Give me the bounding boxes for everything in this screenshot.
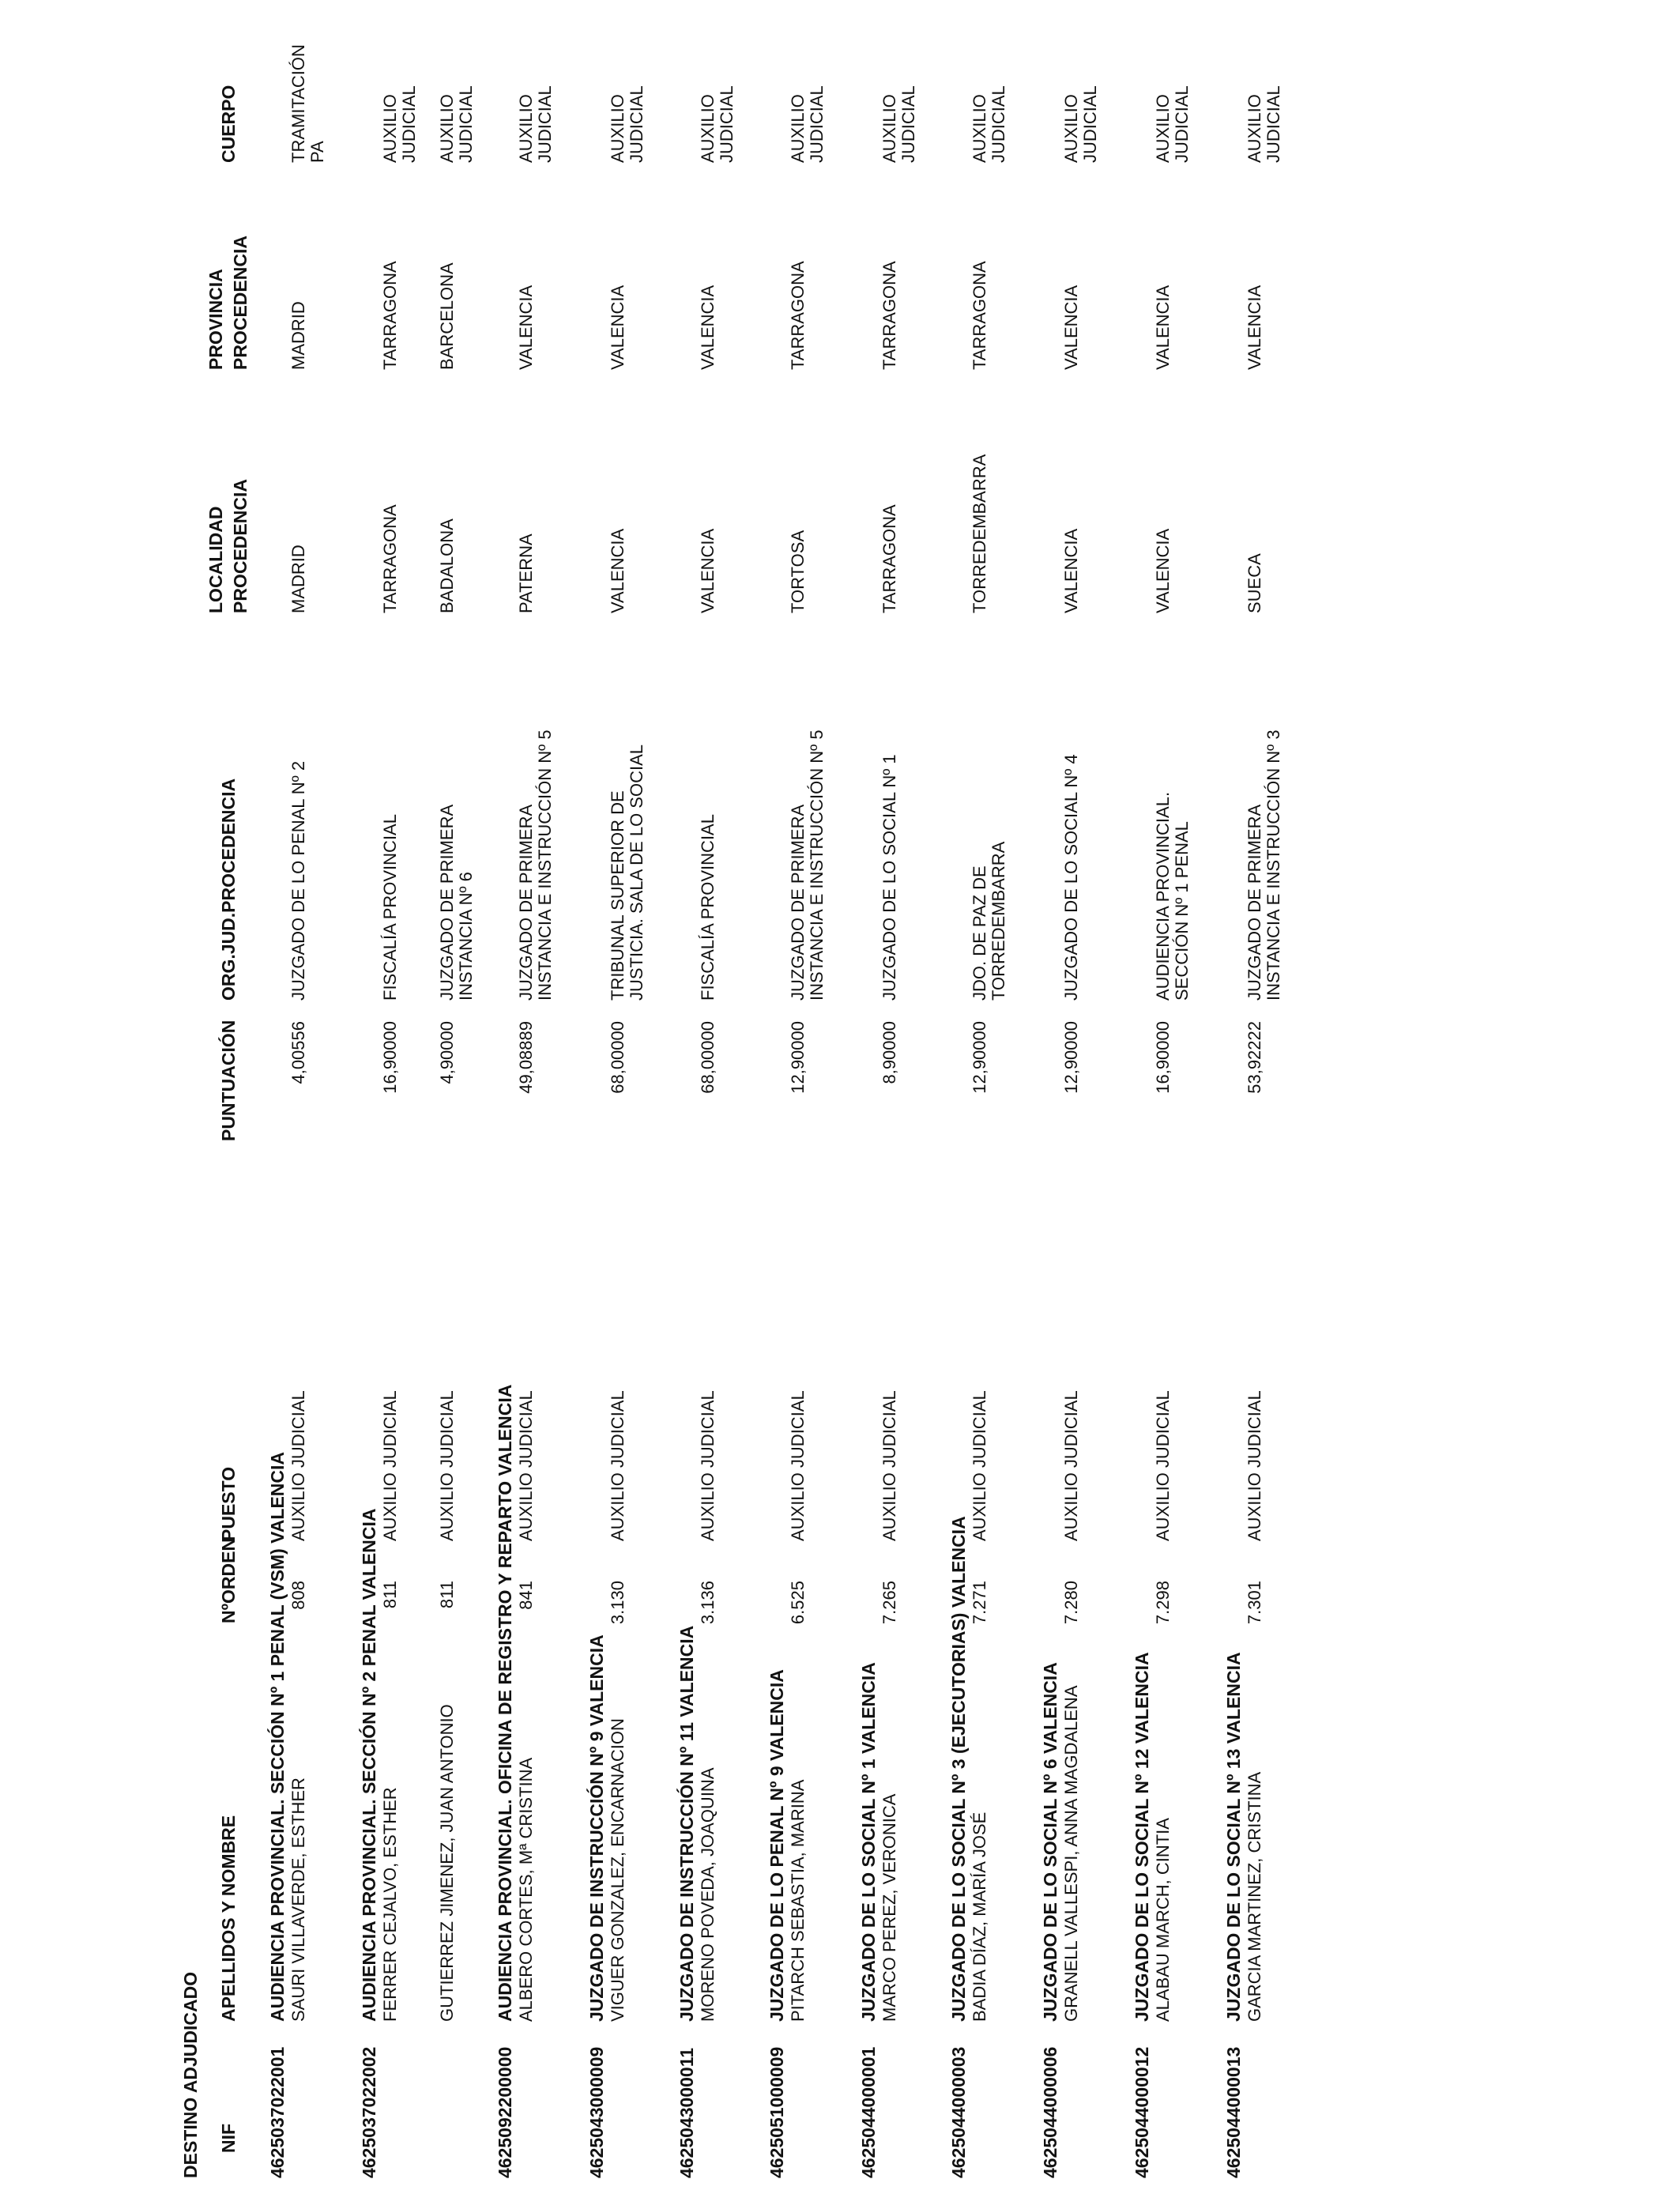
- destination-code: 4625043000011: [676, 2047, 697, 2178]
- cell-provincia: VALENCIA: [1245, 285, 1264, 370]
- cell-cuerpo-line2: JUDICIAL: [456, 85, 476, 163]
- cell-norden: 3.136: [698, 1581, 718, 1625]
- cell-cuerpo-line2: PA: [307, 141, 327, 163]
- cell-nombre: GRANELL VALLESPI, ANNA MAGDALENA: [1061, 1685, 1081, 2022]
- cell-nombre: FERRER CEJALVO, ESTHER: [380, 1787, 400, 2022]
- cell-puesto: AUXILIO JUDICIAL: [880, 1390, 899, 1541]
- cell-localidad: VALENCIA: [1061, 528, 1081, 613]
- cell-org-line2: INSTANCIA Nº 6: [456, 872, 476, 1001]
- cell-localidad: TARRAGONA: [380, 504, 400, 613]
- cell-cuerpo-line1: AUXILIO: [1061, 94, 1081, 163]
- cell-org-line1: TRIBUNAL SUPERIOR DE: [608, 790, 627, 1001]
- destination-organ: AUDIENCIA PROVINCIAL. OFICINA DE REGISTRO Y REPARTO VALENCIA: [495, 1384, 515, 2022]
- cell-localidad: BADALONA: [437, 518, 457, 613]
- cell-puntuacion: 12,90000: [970, 1021, 989, 1094]
- cell-puesto: AUXILIO JUDICIAL: [970, 1390, 989, 1541]
- cell-nombre: BADIA DÍAZ, MARÍA JOSÉ: [970, 1811, 989, 2022]
- cell-norden: 811: [380, 1581, 400, 1609]
- cell-provincia: VALENCIA: [608, 285, 627, 370]
- header-localidad-line2: PROCEDENCIA: [230, 479, 250, 613]
- destination-code: 4625044000013: [1223, 2046, 1244, 2178]
- cell-localidad: TORTOSA: [788, 530, 808, 613]
- cell-cuerpo-line2: JUDICIAL: [399, 85, 419, 163]
- header-provincia-line2: PROCEDENCIA: [230, 236, 250, 370]
- cell-cuerpo-line2: JUDICIAL: [627, 85, 646, 163]
- cell-localidad: VALENCIA: [698, 528, 718, 613]
- cell-puntuacion: 12,90000: [1061, 1021, 1081, 1094]
- destination-code: 4625044000001: [858, 2046, 879, 2178]
- cell-puesto: AUXILIO JUDICIAL: [608, 1390, 627, 1541]
- cell-cuerpo-line2: JUDICIAL: [535, 85, 555, 163]
- cell-puesto: AUXILIO JUDICIAL: [698, 1390, 718, 1541]
- cell-org-line1: JUZGADO DE PRIMERA: [437, 804, 457, 1001]
- cell-puntuacion: 68,00000: [698, 1021, 718, 1094]
- cell-org-line1: JUZGADO DE PRIMERA: [1245, 804, 1264, 1001]
- cell-cuerpo-line2: JUDICIAL: [807, 85, 827, 163]
- cell-norden: 7.265: [880, 1581, 899, 1625]
- cell-provincia: VALENCIA: [1153, 285, 1173, 370]
- destination-code: 4625044000006: [1040, 2046, 1060, 2178]
- cell-nombre: GARCIA MARTINEZ, CRISTINA: [1245, 1771, 1264, 2022]
- cell-provincia: TARRAGONA: [788, 261, 808, 370]
- header-localidad-line1: LOCALIDAD: [205, 506, 226, 613]
- cell-cuerpo-line2: JUDICIAL: [898, 85, 918, 163]
- cell-cuerpo-line1: AUXILIO: [788, 94, 808, 163]
- cell-provincia: VALENCIA: [698, 285, 718, 370]
- cell-localidad: SUECA: [1245, 553, 1264, 613]
- cell-org-line2: INSTANCIA E INSTRUCCIÓN Nº 3: [1264, 729, 1283, 1001]
- cell-org-line1: FISCALÍA PROVINCIAL: [380, 814, 400, 1001]
- cell-provincia: MADRID: [288, 301, 308, 370]
- cell-org-line2: INSTANCIA E INSTRUCCIÓN Nº 5: [807, 729, 827, 1001]
- cell-org-line2: TORREDEMBARRA: [989, 841, 1008, 1001]
- cell-puesto: AUXILIO JUDICIAL: [437, 1390, 457, 1541]
- cell-cuerpo-line1: AUXILIO: [437, 94, 457, 163]
- cell-org-line1: JUZGADO DE LO SOCIAL Nº 4: [1061, 754, 1081, 1001]
- header-cuerpo: CUERPO: [218, 85, 239, 163]
- destination-organ: JUZGADO DE INSTRUCCIÓN Nº 11 VALENCIA: [676, 1625, 697, 2022]
- cell-provincia: VALENCIA: [516, 285, 536, 370]
- cell-cuerpo-line1: AUXILIO: [970, 94, 989, 163]
- cell-norden: 7.298: [1153, 1581, 1173, 1625]
- cell-norden: 6.525: [788, 1581, 808, 1625]
- cell-nombre: VIGUER GONZALEZ, ENCARNACION: [608, 1718, 627, 2022]
- destination-organ: AUDIENCIA PROVINCIAL. SECCIÓN Nº 2 PENAL VALENCIA: [359, 1508, 379, 2022]
- cell-cuerpo-line1: AUXILIO: [1153, 94, 1173, 163]
- destination-code: 462503702200​1: [267, 2046, 288, 2178]
- destination-organ: JUZGADO DE LO SOCIAL Nº 13 VALENCIA: [1223, 1652, 1244, 2022]
- cell-puesto: AUXILIO JUDICIAL: [380, 1390, 400, 1541]
- cell-provincia: TARRAGONA: [970, 261, 989, 370]
- header-puntuacion: PUNTUACIÓN: [218, 1020, 239, 1141]
- cell-puntuacion: 68,00000: [608, 1021, 627, 1094]
- cell-nombre: GUTIERREZ JIMENEZ, JUAN ANTONIO: [437, 1704, 457, 2022]
- cell-norden: 3.130: [608, 1581, 627, 1625]
- cell-puesto: AUXILIO JUDICIAL: [516, 1390, 536, 1541]
- cell-org-line1: FISCALÍA PROVINCIAL: [698, 814, 718, 1001]
- destination-code: 4625044000012: [1132, 2046, 1152, 2178]
- cell-puntuacion: 49,08889: [516, 1021, 536, 1094]
- cell-norden: 808: [288, 1581, 308, 1610]
- cell-provincia: VALENCIA: [1061, 285, 1081, 370]
- cell-nombre: MORENO POVEDA, JOAQUINA: [698, 1767, 718, 2022]
- cell-cuerpo-line1: AUXILIO: [380, 94, 400, 163]
- cell-org-line1: AUDIENCIA PROVINCIAL.: [1153, 791, 1173, 1001]
- cell-cuerpo-line2: JUDICIAL: [1172, 85, 1192, 163]
- cell-org-line2: INSTANCIA E INSTRUCCIÓN Nº 5: [535, 729, 555, 1001]
- cell-org-line1: JDO. DE PAZ DE: [970, 865, 989, 1001]
- cell-nombre: SAURI VILLAVERDE, ESTHER: [288, 1777, 308, 2022]
- destination-code: 4625037022002: [359, 2046, 379, 2178]
- cell-puntuacion: 53,92222: [1245, 1021, 1264, 1094]
- cell-puntuacion: 16,90000: [1153, 1021, 1173, 1094]
- cell-cuerpo-line1: AUXILIO: [516, 94, 536, 163]
- cell-cuerpo-line1: AUXILIO: [880, 94, 899, 163]
- destination-organ: JUZGADO DE LO PENAL Nº 9 VALENCIA: [767, 1669, 787, 2022]
- cell-puntuacion: 12,90000: [788, 1021, 808, 1094]
- cell-provincia: TARRAGONA: [380, 261, 400, 370]
- header-nif: NIF: [218, 2123, 239, 2153]
- cell-nombre: PITARCH SEBASTIA, MARINA: [788, 1779, 808, 2022]
- cell-cuerpo-line1: AUXILIO: [608, 94, 627, 163]
- cell-localidad: MADRID: [288, 545, 308, 613]
- cell-nombre: ALBERO CORTES, Mª CRISTINA: [516, 1757, 536, 2022]
- header-puesto: PUESTO: [218, 1466, 239, 1541]
- cell-cuerpo-line1: AUXILIO: [1245, 94, 1264, 163]
- cell-cuerpo-line2: JUDICIAL: [1264, 85, 1283, 163]
- header-org-procedencia: ORG.JUD.PROCEDENCIA: [218, 778, 239, 1001]
- cell-norden: 811: [437, 1581, 457, 1609]
- destination-organ: JUZGADO DE LO SOCIAL Nº 1 VALENCIA: [858, 1662, 879, 2022]
- cell-org-line1: JUZGADO DE LO PENAL Nº 2: [288, 760, 308, 1001]
- cell-localidad: TORREDEMBARRA: [970, 454, 989, 613]
- caption-destino-adjudicado: DESTINO ADJUDICADO: [180, 1971, 201, 2178]
- cell-provincia: TARRAGONA: [880, 261, 899, 370]
- cell-puesto: AUXILIO JUDICIAL: [1153, 1390, 1173, 1541]
- cell-cuerpo-line2: JUDICIAL: [717, 85, 736, 163]
- cell-org-line1: JUZGADO DE LO SOCIAL Nº 1: [880, 754, 899, 1001]
- cell-localidad: TARRAGONA: [880, 504, 899, 613]
- destination-organ: JUZGADO DE LO SOCIAL Nº 6 VALENCIA: [1040, 1662, 1060, 2022]
- cell-cuerpo-line1: TRAMITACIÓN: [288, 44, 308, 163]
- cell-puntuacion: 16,90000: [380, 1021, 400, 1094]
- cell-provincia: BARCELONA: [437, 262, 457, 370]
- cell-norden: 7.301: [1245, 1581, 1264, 1625]
- cell-puesto: AUXILIO JUDICIAL: [1245, 1390, 1264, 1541]
- cell-cuerpo-line2: JUDICIAL: [1080, 85, 1100, 163]
- cell-org-line1: JUZGADO DE PRIMERA: [516, 804, 536, 1001]
- cell-cuerpo-line1: AUXILIO: [698, 94, 718, 163]
- cell-org-line2: SECCIÓN Nº 1 PENAL: [1172, 821, 1192, 1001]
- destination-code: 4625043000009: [586, 2046, 607, 2178]
- cell-nombre: ALABAU MARCH, CINTIA: [1153, 1818, 1173, 2022]
- destination-organ: AUDIENCIA PROVINCIAL. SECCIÓN Nº 1 PENAL (VSM) VALENCIA: [267, 1451, 288, 2022]
- header-provincia-line1: PROVINCIA: [205, 269, 226, 370]
- header-localidad: [204, 479, 253, 613]
- cell-localidad: VALENCIA: [1153, 528, 1173, 613]
- cell-org-line1: JUZGADO DE PRIMERA: [788, 804, 808, 1001]
- cell-norden: 7.280: [1061, 1581, 1081, 1625]
- cell-localidad: PATERNA: [516, 533, 536, 613]
- destination-organ: JUZGADO DE INSTRUCCIÓN Nº 9 VALENCIA: [586, 1634, 607, 2022]
- destination-organ: JUZGADO DE LO SOCIAL Nº 12 VALENCIA: [1132, 1652, 1152, 2022]
- header-nombre: APELLIDOS Y NOMBRE: [218, 1815, 239, 2022]
- header-norden: NºORDEN: [218, 1537, 239, 1623]
- destination-code: 4625092200000: [495, 2046, 515, 2178]
- cell-nombre: MARCO PEREZ, VERONICA: [880, 1793, 899, 2022]
- cell-puntuacion: 8,90000: [880, 1021, 899, 1084]
- cell-puesto: AUXILIO JUDICIAL: [288, 1390, 308, 1541]
- cell-org-line2: JUSTICIA. SALA DE LO SOCIAL: [627, 745, 646, 1001]
- header-provincia: [204, 236, 253, 370]
- cell-cuerpo-line2: JUDICIAL: [989, 85, 1008, 163]
- destination-organ: JUZGADO DE LO SOCIAL Nº 3 (EJECUTORIAS) VALENCIA: [948, 1516, 969, 2022]
- cell-puntuacion: 4,00556: [288, 1021, 308, 1084]
- cell-puntuacion: 4,90000: [437, 1021, 457, 1084]
- cell-norden: 841: [516, 1581, 536, 1610]
- destination-code: 4625044000003: [948, 2046, 969, 2178]
- cell-puesto: AUXILIO JUDICIAL: [788, 1390, 808, 1541]
- destination-code: 4625051000009: [767, 2046, 787, 2178]
- cell-norden: 7.271: [970, 1581, 989, 1625]
- cell-localidad: VALENCIA: [608, 528, 627, 613]
- cell-puesto: AUXILIO JUDICIAL: [1061, 1390, 1081, 1541]
